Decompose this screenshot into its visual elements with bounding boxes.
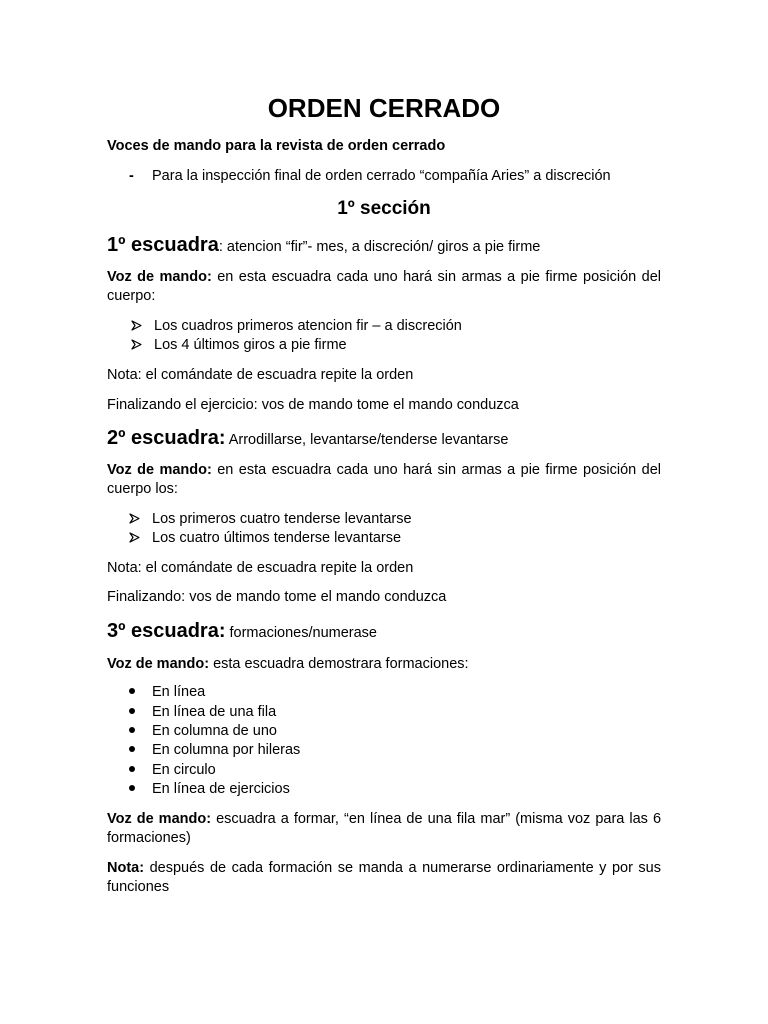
list-item	[129, 529, 401, 548]
squad2-item-2: Los cuatro últimos tenderse levantarse	[152, 530, 402, 546]
list-item	[129, 703, 276, 722]
squad2-item-1: Los primeros cuatro tenderse levantarse	[152, 511, 412, 527]
squad3-voz-line	[107, 655, 469, 673]
list-item	[129, 780, 290, 799]
squad3-item-5: En circulo	[152, 762, 216, 778]
list-item	[129, 722, 277, 741]
squad3-item-1: En línea	[152, 684, 206, 700]
dot-bullet-icon	[129, 722, 152, 741]
squad1-voz-label: Voz de mando:	[107, 269, 212, 285]
dot-bullet-icon	[129, 761, 152, 780]
list-item	[129, 741, 300, 760]
dot-bullet-icon	[129, 780, 152, 799]
arrow-bullet-icon	[131, 317, 154, 336]
dash-marker: -	[129, 168, 134, 184]
squad2-voz-paragraph	[107, 461, 661, 499]
squad3-voz2-paragraph	[107, 810, 661, 848]
squad3-voz2-text: escuadra a formar, “en línea de una fila mar” (misma voz para las 6 formaciones)	[107, 811, 662, 846]
squad2-title: 2º escuadra:	[107, 427, 226, 449]
dash-list-item	[129, 167, 611, 185]
squad1-item-1: Los cuadros primeros atencion fir – a discreción	[154, 318, 462, 334]
list-item	[131, 336, 347, 355]
list-item	[129, 683, 205, 702]
squad2-final: Finalizando: vos de mando tome el mando conduzca	[107, 589, 447, 605]
arrow-bullet-icon	[129, 510, 152, 529]
squad3-voz-text: esta escuadra demostrara formaciones:	[209, 656, 469, 672]
squad3-item-6: En línea de ejercicios	[152, 781, 290, 797]
squad2-voz-label: Voz de mando:	[107, 462, 212, 478]
squad1-nota: Nota: el comándate de escuadra repite la orden	[107, 367, 414, 383]
squad3-nota-label: Nota:	[107, 860, 145, 876]
section-title: 1º sección	[337, 198, 431, 219]
squad3-description: formaciones/numerase	[225, 625, 377, 641]
dot-bullet-icon	[129, 703, 152, 722]
dot-bullet-icon	[129, 741, 152, 760]
squad1-title: 1º escuadra	[107, 234, 219, 256]
squad3-item-4: En columna por hileras	[152, 742, 301, 758]
squad3-heading	[107, 618, 377, 646]
arrow-bullet-icon	[129, 529, 152, 548]
squad1-final: Finalizando el ejercicio: vos de mando tome el mando conduzca	[107, 397, 519, 413]
dot-bullet-icon	[129, 683, 152, 702]
squad2-nota: Nota: el comándate de escuadra repite la orden	[107, 560, 414, 576]
squad1-voz-text: en esta escuadra cada uno hará sin armas a pie firme posición del cuerpo:	[107, 269, 661, 304]
squad2-description: Arrodillarse, levantarse/tenderse levantarse	[225, 432, 509, 448]
squad3-voz-label: Voz de mando:	[107, 656, 210, 672]
dash-item-text: Para la inspección final de orden cerrado “compañía Aries” a discreción	[152, 168, 611, 184]
document-title: ORDEN CERRADO	[267, 93, 501, 123]
squad1-description: : atencion “fir”- mes, a discreción/ giros a pie firme	[218, 239, 541, 255]
squad1-heading	[107, 232, 540, 260]
squad1-item-2: Los 4 últimos giros a pie firme	[154, 337, 347, 353]
document-subtitle: Voces de mando para la revista de orden cerrado	[107, 138, 446, 154]
squad3-item-2: En línea de una fila	[152, 704, 277, 720]
squad1-voz-paragraph	[107, 268, 661, 306]
squad3-item-3: En columna de uno	[152, 723, 277, 739]
squad3-nota-text: después de cada formación se manda a numerarse ordinariamente y por sus funciones	[107, 860, 661, 895]
squad3-voz2-label: Voz de mando:	[107, 811, 212, 827]
list-item	[129, 510, 412, 529]
arrow-bullet-icon	[131, 336, 154, 355]
squad2-heading	[107, 425, 508, 453]
list-item	[129, 761, 216, 780]
squad2-voz-text: en esta escuadra cada uno hará sin armas a pie firme posición del cuerpo los:	[107, 462, 661, 497]
squad3-title: 3º escuadra:	[107, 620, 226, 642]
list-item	[131, 317, 462, 336]
squad3-nota-paragraph	[107, 859, 661, 897]
